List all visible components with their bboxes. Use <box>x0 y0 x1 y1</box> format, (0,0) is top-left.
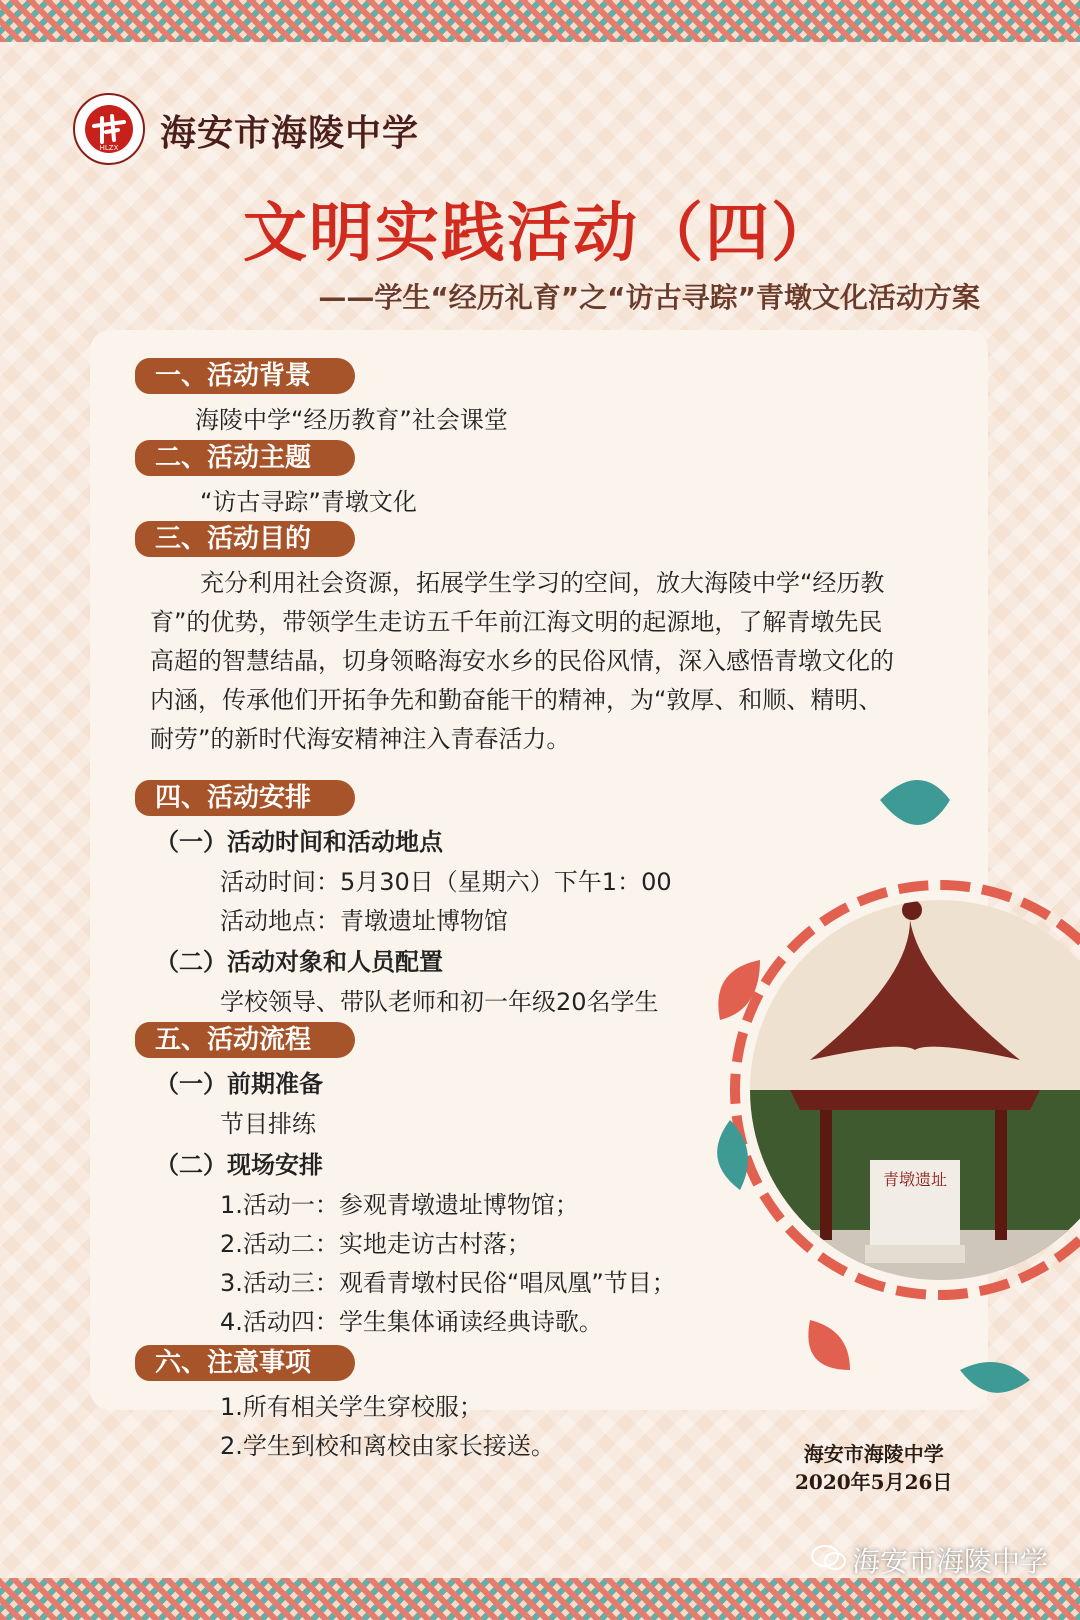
process-item-3: 3.活动三：观看青墩村民俗“唱凤凰”节目； <box>220 1269 676 1297</box>
wechat-icon <box>810 1543 848 1573</box>
school-name: 海安市海陵中学 <box>160 113 420 154</box>
stele-text: 青墩遗址 <box>882 1170 948 1189</box>
process-sub-1: （一）前期准备 <box>155 1070 323 1098</box>
activity-time: 活动时间：5月30日（星期六）下午1：00 <box>220 868 672 896</box>
watermark-text: 海安市海陵中学 <box>852 1545 1049 1578</box>
notes-item-1: 1.所有相关学生穿校服； <box>220 1393 483 1421</box>
page-subtitle: ——学生“经历礼育”之“访古寻踪”青墩文化活动方案 <box>318 281 980 314</box>
bottom-ornament-border <box>0 1578 1080 1620</box>
process-item-1: 1.活动一：参观青墩遗址博物馆； <box>220 1191 579 1219</box>
activity-people: 学校领导、带队老师和初一年级20名学生 <box>220 988 659 1016</box>
section-tag-theme: 二、活动主题 <box>135 440 355 476</box>
top-ornament-border <box>0 0 1080 42</box>
purpose-line-3: 高超的智慧结晶，切身领略海安水乡的民俗风情，深入感悟青墩文化的 <box>150 647 894 675</box>
signature-date: 2020年5月26日 <box>795 1470 953 1494</box>
process-prep: 节目排练 <box>220 1110 316 1138</box>
purpose-line-5: 耐劳”的新时代海安精神注入青春活力。 <box>150 725 571 753</box>
notes-item-2: 2.学生到校和离校由家长接送。 <box>220 1432 555 1460</box>
activity-place: 活动地点：青墩遗址博物馆 <box>220 907 508 935</box>
signature-block <box>795 1440 952 1496</box>
purpose-line-2: 育”的优势，带领学生走访五千年前江海文明的起源地，了解青墩先民 <box>150 608 883 636</box>
logo-text: HLZX <box>99 144 119 152</box>
section-tag-background: 一、活动背景 <box>135 358 355 394</box>
process-sub-2: （二）现场安排 <box>155 1151 323 1179</box>
pavilion-photo <box>690 760 1080 1410</box>
section-tag-purpose: 三、活动目的 <box>135 521 355 557</box>
section-tag-arrangement: 四、活动安排 <box>135 780 355 816</box>
arrangement-sub-1: （一）活动时间和活动地点 <box>155 828 443 856</box>
background-text: 海陵中学“经历教育”社会课堂 <box>195 406 508 434</box>
signature-org: 海安市海陵中学 <box>803 1442 944 1466</box>
theme-text: “访古寻踪”青墩文化 <box>200 488 417 516</box>
arrangement-sub-2: （二）活动对象和人员配置 <box>155 948 443 976</box>
process-item-2: 2.活动二：实地走访古村落； <box>220 1230 531 1258</box>
section-tag-notes: 六、注意事项 <box>135 1345 355 1381</box>
purpose-line-1: 充分利用社会资源，拓展学生学习的空间，放大海陵中学“经历教 <box>200 569 885 597</box>
purpose-line-4: 内涵，传承他们开拓争先和勤奋能干的精神，为“敦厚、和顺、精明、 <box>150 686 883 714</box>
page-title: 文明实践活动（四） <box>243 197 837 271</box>
process-item-4: 4.活动四：学生集体诵读经典诗歌。 <box>220 1308 603 1336</box>
section-tag-process: 五、活动流程 <box>135 1022 355 1058</box>
school-logo <box>72 92 146 166</box>
